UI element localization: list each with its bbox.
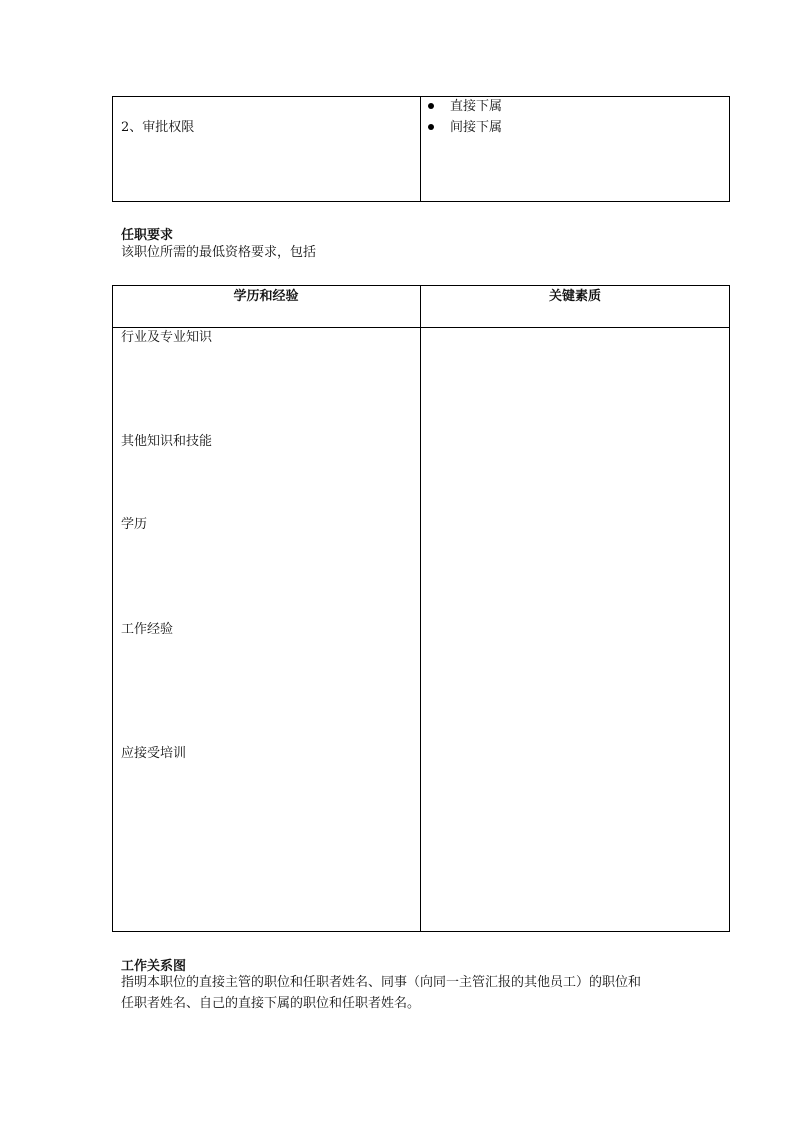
bullet-item xyxy=(428,120,502,136)
item-industry-knowledge: 行业及专业知识 xyxy=(121,330,213,345)
approval-table-divider xyxy=(420,96,421,202)
bullet-icon xyxy=(428,124,434,130)
relations-heading: 工作关系图 xyxy=(121,959,187,974)
requirements-intro: 该职位所需的最低资格要求，包括 xyxy=(121,245,317,260)
item-training: 应接受培训 xyxy=(121,746,187,761)
relations-line-1: 指明本职位的直接主管的职位和任职者姓名、同事（向同一主管汇报的其他员工）的职位和 xyxy=(121,975,642,990)
approval-table xyxy=(112,96,730,202)
header-key-qualities: 关键素质 xyxy=(548,289,601,304)
bullet-label: 直接下属 xyxy=(450,99,503,114)
requirements-table-divider xyxy=(420,285,421,932)
item-other-skills: 其他知识和技能 xyxy=(121,434,213,449)
requirements-header-rule xyxy=(112,327,730,328)
bullet-label: 间接下属 xyxy=(450,120,503,135)
requirements-table xyxy=(112,285,730,932)
item-education: 学历 xyxy=(121,517,148,532)
relations-line-2: 任职者姓名、自己的直接下属的职位和任职者姓名。 xyxy=(121,996,421,1011)
bullet-icon xyxy=(428,103,434,109)
bullet-item xyxy=(428,99,502,115)
requirements-heading: 任职要求 xyxy=(121,228,174,243)
header-education-experience: 学历和经验 xyxy=(233,289,299,304)
item-work-experience: 工作经验 xyxy=(121,622,174,637)
approval-left-label: 2、审批权限 xyxy=(121,120,195,135)
